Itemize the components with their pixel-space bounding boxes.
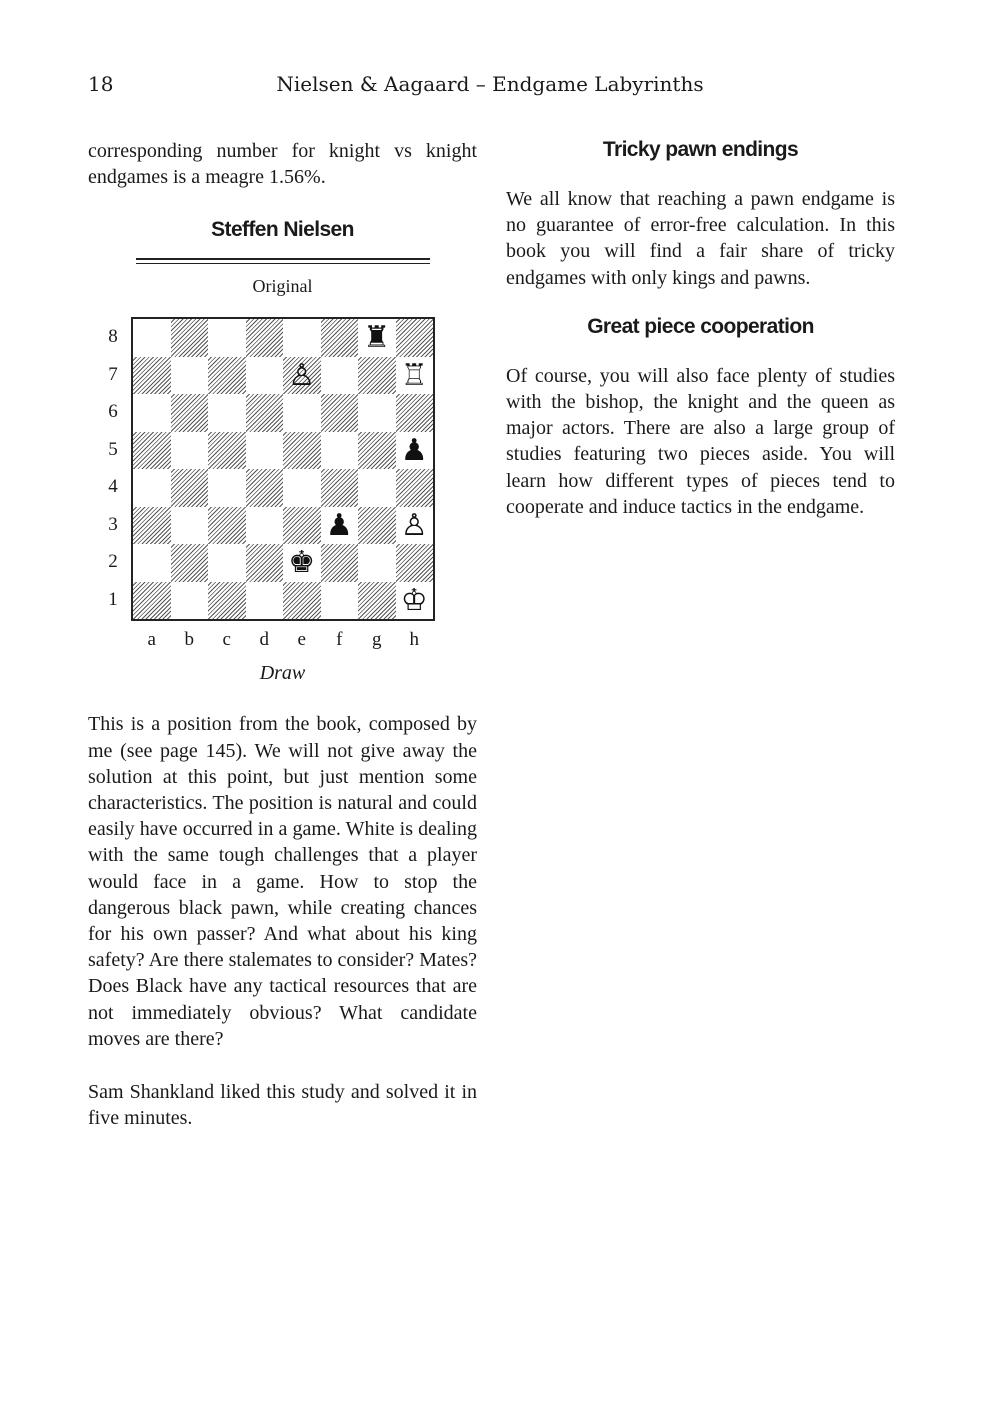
white-pawn-icon: ♙ (288, 357, 316, 393)
board-square-g5 (358, 432, 396, 470)
file-label: c (222, 629, 231, 651)
section-heading: Tricky pawn endings (602, 138, 799, 161)
board-square-h1 (396, 582, 434, 620)
black-rook-icon: ♜ (363, 320, 391, 356)
left-column (88, 138, 477, 1131)
board-square-d7 (246, 357, 284, 395)
board-square-c2 (208, 544, 246, 582)
black-pawn-icon: ♟ (325, 507, 353, 543)
file-label: h (409, 629, 419, 651)
board-square-a1 (133, 582, 171, 620)
right-column (506, 138, 895, 520)
board-square-g3 (358, 507, 396, 545)
board-square-f5 (321, 432, 359, 470)
board-square-c3 (208, 507, 246, 545)
file-label: f (336, 629, 343, 651)
board-square-e5 (283, 432, 321, 470)
board-square-g4 (358, 469, 396, 507)
board-square-g8 (358, 319, 396, 357)
white-pawn-icon: ♙ (400, 507, 428, 543)
section-text: We all know that reaching a pawn endgame is no guarantee of error-free calculation. In this book you will find a fair share of tricky endgames with only kings and pawns. (506, 188, 895, 289)
board-square-h4 (396, 469, 434, 507)
section-heading: Great piece cooperation (587, 314, 814, 338)
black-king-icon: ♚ (288, 545, 316, 581)
board-square-h2 (396, 544, 434, 582)
board-square-c6 (208, 394, 246, 432)
board-square-e1 (283, 582, 321, 620)
board-square-f8 (321, 319, 359, 357)
board-square-f1 (321, 582, 359, 620)
board-square-e2 (283, 544, 321, 582)
page-number: 18 (88, 72, 114, 96)
board-square-e7 (283, 357, 321, 395)
rank-label: 8 (108, 326, 118, 348)
board-square-g7 (358, 357, 396, 395)
body-paragraph: Sam Shankland liked this study and solved it in five minutes. (88, 1081, 477, 1130)
rank-label: 2 (108, 551, 118, 573)
board-square-b3 (171, 507, 209, 545)
board-square-d1 (246, 582, 284, 620)
board-square-c8 (208, 319, 246, 357)
board-square-f2 (321, 544, 359, 582)
board-square-c4 (208, 469, 246, 507)
board-square-e3 (283, 507, 321, 545)
file-label: d (259, 629, 269, 651)
board-square-e6 (283, 394, 321, 432)
rank-label: 4 (108, 476, 118, 498)
rank-label: 1 (108, 588, 118, 610)
board-square-f7 (321, 357, 359, 395)
board-square-c1 (208, 582, 246, 620)
diagram-result: Draw (259, 662, 306, 685)
white-king-icon: ♔ (400, 582, 428, 618)
board-square-b5 (171, 432, 209, 470)
board-square-d3 (246, 507, 284, 545)
board-square-f4 (321, 469, 359, 507)
board-square-b8 (171, 319, 209, 357)
board-square-b4 (171, 469, 209, 507)
board-square-a2 (133, 544, 171, 582)
board-square-f3 (321, 507, 359, 545)
board-square-h8 (396, 319, 434, 357)
board-square-e8 (283, 319, 321, 357)
file-label: e (297, 629, 306, 651)
board-square-g2 (358, 544, 396, 582)
running-title: Nielsen & Aagaard – Endgame Labyrinths (276, 72, 704, 96)
chess-board (131, 317, 435, 621)
diagram-composer: Steffen Nielsen (211, 218, 354, 242)
board-square-b1 (171, 582, 209, 620)
white-rook-icon: ♖ (400, 357, 428, 393)
diagram-subtitle: Original (252, 276, 313, 297)
board-square-d2 (246, 544, 284, 582)
file-label: a (147, 629, 156, 651)
board-square-a3 (133, 507, 171, 545)
black-pawn-icon: ♟ (400, 432, 428, 468)
board-square-h5 (396, 432, 434, 470)
intro-paragraph: corresponding number for knight vs knight endgames is a meagre 1.56%. (88, 140, 477, 189)
board-square-h6 (396, 394, 434, 432)
board-square-d5 (246, 432, 284, 470)
board-square-a8 (133, 319, 171, 357)
file-label: b (184, 629, 194, 651)
board-square-d6 (246, 394, 284, 432)
board-square-a5 (133, 432, 171, 470)
file-label: g (372, 629, 382, 651)
board-square-b7 (171, 357, 209, 395)
rank-label: 6 (108, 401, 118, 423)
board-square-a7 (133, 357, 171, 395)
board-square-g1 (358, 582, 396, 620)
board-square-e4 (283, 469, 321, 507)
board-square-f6 (321, 394, 359, 432)
board-square-a4 (133, 469, 171, 507)
double-rule-divider (136, 258, 430, 264)
rank-label: 7 (108, 363, 118, 385)
section-text: Of course, you will also face plenty of studies with the bishop, the knight and the queen as major actors. There are also a large group of studies featuring two pieces aside. You will learn how different types of pieces tend to cooperate and induce tactics in the endgame. (506, 364, 895, 518)
board-square-c7 (208, 357, 246, 395)
rank-label: 5 (108, 438, 118, 460)
board-square-c5 (208, 432, 246, 470)
rank-label: 3 (108, 513, 118, 535)
board-square-d8 (246, 319, 284, 357)
board-square-h3 (396, 507, 434, 545)
board-square-g6 (358, 394, 396, 432)
board-square-b2 (171, 544, 209, 582)
board-square-b6 (171, 394, 209, 432)
board-square-h7 (396, 357, 434, 395)
chess-diagram (88, 317, 477, 687)
body-paragraph: This is a position from the book, composed by me (see page 145). We will not give away the solution at this point, but just mention some characteristics. The position is natural and could easily have occurred in a game. White is dealing with the same tough challenges that a player would face in a game. How to stop the dangerous black pawn, while creating chances for his own passer? And what about his king safety? Are there stalemates to consider? Mates? Does Black have any tactical resources that are not immediately obvious? What candidate moves are there? (88, 713, 477, 1050)
board-square-d4 (246, 469, 284, 507)
board-square-a6 (133, 394, 171, 432)
